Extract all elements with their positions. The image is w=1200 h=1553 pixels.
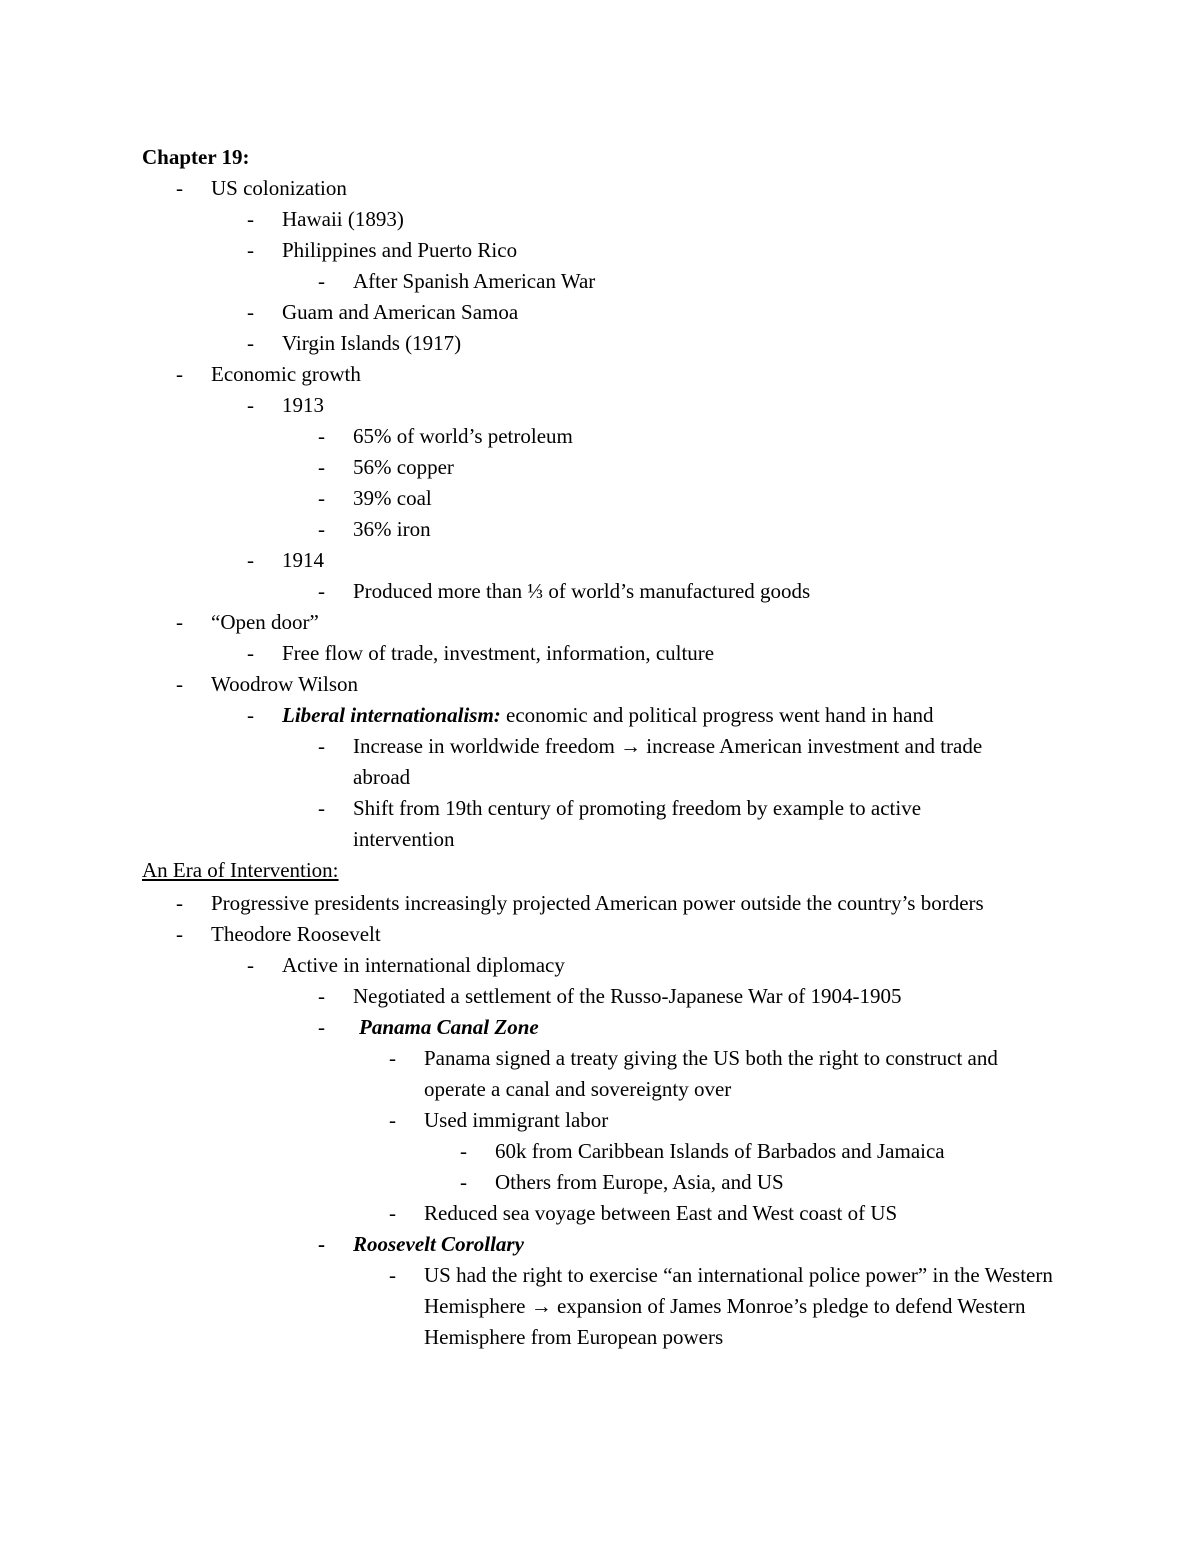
bullet-dash: - — [176, 922, 183, 946]
item-police-power: US had the right to exercise “an international police power” in the Western Hemisphere → expansion of James Monroe’s pledge to defend Western Hemisphere from European powers — [424, 1263, 1053, 1349]
list-item — [0, 266, 1200, 297]
liberal-description: economic and political progress went hand in hand — [500, 703, 934, 727]
bullet-dash: - — [176, 891, 183, 915]
bullet-dash: - — [318, 1232, 325, 1256]
bullet-dash: - — [247, 331, 254, 355]
bullet-dash: - — [318, 984, 325, 1008]
term-panama-canal-zone: Panama Canal Zone — [359, 1015, 539, 1039]
list-item — [0, 235, 1200, 266]
bullet-dash: - — [247, 300, 254, 324]
item-open-door: “Open door” — [211, 610, 319, 634]
item-us-colonization: US colonization — [211, 176, 347, 200]
list-item — [0, 297, 1200, 328]
list-item — [0, 545, 1200, 576]
list-item — [0, 390, 1200, 421]
list-item — [0, 452, 1200, 483]
list-item — [0, 1229, 1200, 1260]
chapter-heading: Chapter 19: — [142, 145, 250, 169]
list-item — [0, 1012, 1200, 1043]
item-roosevelt: Theodore Roosevelt — [211, 922, 381, 946]
bullet-dash: - — [318, 579, 325, 603]
bullet-dash: - — [247, 393, 254, 417]
bullet-dash: - — [460, 1139, 467, 1163]
item-wilson: Woodrow Wilson — [211, 672, 358, 696]
bullet-dash: - — [247, 953, 254, 977]
bullet-dash: - — [318, 734, 325, 758]
chapter-outline — [0, 173, 1200, 855]
item-copper: 56% copper — [353, 455, 454, 479]
bullet-dash: - — [176, 362, 183, 386]
section-outline — [0, 888, 1200, 1353]
bullet-dash: - — [318, 486, 325, 510]
bullet-dash: - — [318, 517, 325, 541]
list-item — [0, 421, 1200, 452]
item-coal: 39% coal — [353, 486, 432, 510]
list-item — [0, 669, 1200, 700]
item-year-1913: 1913 — [282, 393, 324, 417]
list-item — [0, 793, 1200, 855]
item-immigrant-labor: Used immigrant labor — [424, 1108, 609, 1132]
bullet-dash: - — [247, 238, 254, 262]
item-increase-freedom: Increase in worldwide freedom → increase American investment and trade abroad — [353, 734, 983, 789]
list-item — [0, 1043, 1200, 1105]
item-guam: Guam and American Samoa — [282, 300, 519, 324]
list-item — [0, 981, 1200, 1012]
bullet-dash: - — [318, 1015, 325, 1039]
item-iron: 36% iron — [353, 517, 431, 541]
section-heading: An Era of Intervention: — [142, 858, 339, 882]
bullet-dash: - — [176, 610, 183, 634]
list-item — [0, 1198, 1200, 1229]
list-item — [0, 1105, 1200, 1136]
item-year-1914: 1914 — [282, 548, 324, 572]
item-negotiated: Negotiated a settlement of the Russo-Japanese War of 1904-1905 — [353, 984, 902, 1008]
bullet-dash: - — [318, 424, 325, 448]
list-item — [0, 919, 1200, 950]
list-item — [0, 483, 1200, 514]
item-hawaii: Hawaii (1893) — [282, 207, 404, 231]
list-item — [0, 328, 1200, 359]
item-philippines: Philippines and Puerto Rico — [282, 238, 518, 262]
item-diplomacy: Active in international diplomacy — [282, 953, 565, 977]
list-item — [0, 950, 1200, 981]
item-economic-growth: Economic growth — [211, 362, 361, 386]
item-petroleum: 65% of world’s petroleum — [353, 424, 573, 448]
item-free-flow: Free flow of trade, investment, information, culture — [282, 641, 715, 665]
list-item — [0, 1260, 1200, 1353]
bullet-dash: - — [460, 1170, 467, 1194]
list-item — [0, 700, 1200, 731]
bullet-dash: - — [389, 1263, 396, 1287]
bullet-dash: - — [318, 455, 325, 479]
item-progressive: Progressive presidents increasingly projected American power outside the country’s borders — [211, 891, 984, 915]
list-item — [0, 576, 1200, 607]
list-item — [0, 514, 1200, 545]
bullet-dash: - — [176, 176, 183, 200]
bullet-dash: - — [318, 796, 325, 820]
list-item — [0, 888, 1200, 919]
list-item — [0, 204, 1200, 235]
item-panama-treaty: Panama signed a treaty giving the US both the right to construct and operate a canal and sovereignty over — [424, 1046, 998, 1101]
list-item — [0, 1167, 1200, 1198]
item-liberal-internationalism — [282, 700, 1062, 731]
list-item — [0, 173, 1200, 204]
bullet-dash: - — [318, 269, 325, 293]
bullet-dash: - — [389, 1108, 396, 1132]
bullet-dash: - — [389, 1201, 396, 1225]
bullet-dash: - — [176, 672, 183, 696]
item-manufactured: Produced more than ⅓ of world’s manufactured goods — [353, 579, 811, 603]
list-item — [0, 607, 1200, 638]
bullet-dash: - — [247, 207, 254, 231]
item-others: Others from Europe, Asia, and US — [495, 1170, 784, 1194]
list-item — [0, 359, 1200, 390]
bullet-dash: - — [247, 703, 254, 727]
item-shift: Shift from 19th century of promoting freedom by example to active intervention — [353, 796, 922, 851]
bullet-dash: - — [247, 641, 254, 665]
list-item — [0, 1136, 1200, 1167]
term-roosevelt-corollary: Roosevelt Corollary — [353, 1232, 524, 1256]
list-item — [0, 731, 1200, 793]
list-item — [0, 638, 1200, 669]
item-virgin-islands: Virgin Islands (1917) — [282, 331, 462, 355]
bullet-dash: - — [247, 548, 254, 572]
term-liberal-internationalism: Liberal internationalism: — [282, 703, 501, 727]
item-sea-voyage: Reduced sea voyage between East and West coast of US — [424, 1201, 898, 1225]
bullet-dash: - — [389, 1046, 396, 1070]
item-caribbean: 60k from Caribbean Islands of Barbados and Jamaica — [495, 1139, 945, 1163]
item-after-war: After Spanish American War — [353, 269, 596, 293]
